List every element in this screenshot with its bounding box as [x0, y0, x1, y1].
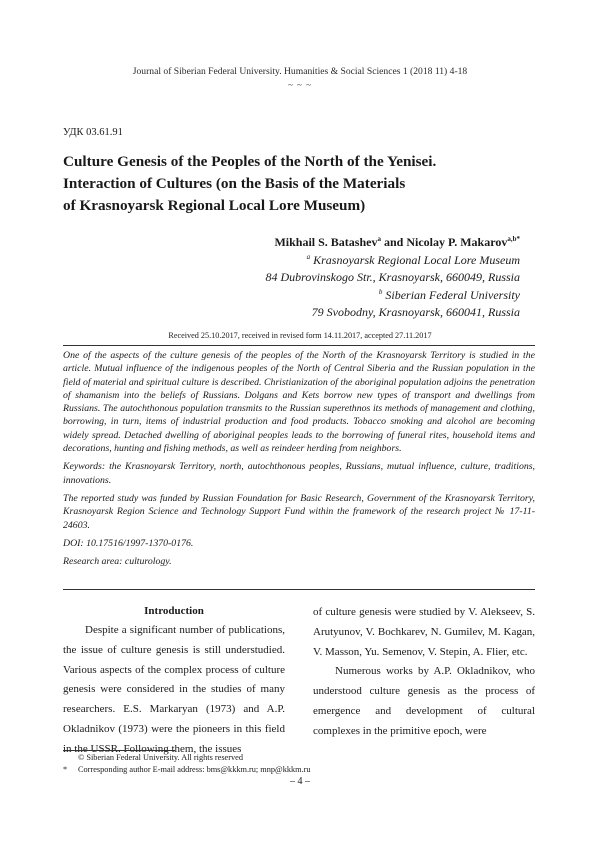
corresponding-email: Corresponding author E-mail address: bms@kkkm.ru; mnp@kkkm.ru	[78, 765, 311, 774]
header-separator: ~ ~ ~	[287, 80, 313, 90]
affiliation-text: Krasnoyarsk Regional Local Lore Museum	[310, 252, 520, 267]
title-line: Interaction of Cultures (on the Basis of the Materials	[63, 175, 406, 192]
doi: DOI: 10.17516/1997-1370-0176.	[63, 537, 194, 549]
author-block	[265, 234, 520, 322]
title-line: Culture Genesis of the Peoples of the North of the Yenisei.	[63, 153, 437, 170]
affiliation-line	[265, 304, 520, 322]
body-paragraph: Despite a significant number of publications, the issue of culture genesis is still understudied. Various aspects of the complex process of culture genesis were considered in the studies of many researchers. E.S. Markaryan (1973) and A.P. Okladnikov (1973) were the pioneers in this field in the USSR. Following them, the issues	[63, 624, 285, 755]
abstract-top-rule	[63, 345, 535, 346]
footnote-rule	[63, 750, 175, 751]
body-left-column	[63, 603, 285, 760]
article-title	[63, 151, 543, 217]
footnote-mark: *	[63, 765, 68, 774]
author-name: Nicolay P. Makarov	[406, 235, 508, 249]
affiliation-marker: a	[377, 235, 381, 243]
corresponding-author-footnote	[63, 765, 311, 774]
received-dates: Received 25.10.2017, received in revised form 14.11.2017, accepted 27.11.2017	[168, 331, 432, 340]
section-heading: Introduction	[144, 605, 204, 617]
abstract-block	[63, 349, 535, 573]
abstract-text: One of the aspects of the culture genesis of the peoples of the North of the Krasnoyarsk Territory is studied in the article. Mutual influence of the indigenous peoples of the North of Central Siberia and the Russian population in the field of material and spiritual culture is described. Christianization of the aboriginal population adjoins the penetration of shamanism into the beliefs of Russians. Dolgans and Kets borrow new types of transport and dwellings from Russians. The autochthonous population transmits to the Russian superethnos its methods of management and clothing, borrowing, in turn, items of industrial production and food products. Tobacco smoking and alcohol are becoming widely spread. Detached dwelling of aboriginal peoples leads to the borrowing of funeral rites, household items and decorations, hunting and fishing methods, as well as reindeer herding from neighbors.	[63, 350, 535, 455]
affiliation-line	[265, 252, 520, 270]
affiliation-text: 84 Dubrovinskogo Str., Krasnoyarsk, 660049, Russia	[265, 270, 520, 284]
affiliation-marker: b	[378, 287, 383, 296]
body-right-column	[313, 603, 535, 742]
affiliation-marker: a	[306, 252, 311, 261]
keywords: Keywords: the Krasnoyarsk Territory, north, autochthonous peoples, Russians, mutual influence, culture, traditions, innovations.	[63, 461, 535, 486]
body-paragraph: of culture genesis were studied by V. Alekseev, S. Arutyunov, V. Bochkarev, N. Gumilev, M. Kagan, V. Masson, Yu. Semenov, V. Stepin, A. Flier, etc.	[313, 606, 535, 658]
affiliation-marker: a,b*	[507, 235, 520, 243]
body-paragraph: Numerous works by A.P. Okladnikov, who understood culture genesis as the process of emergence and development of cultural complexes in the primitive epoch, were	[313, 665, 535, 737]
copyright-footnote: © Siberian Federal University. All rights reserved	[78, 753, 243, 762]
research-area: Research area: culturology.	[63, 556, 172, 568]
affiliation-line	[265, 287, 520, 305]
affiliation-text: 79 Svobodny, Krasnoyarsk, 660041, Russia	[311, 305, 520, 319]
affiliation-text: Siberian Federal University	[382, 287, 520, 302]
funding-note: The reported study was funded by Russian Foundation for Basic Research, Government of the Krasnoyarsk Territory, Krasnoyarsk Region Science and Technology Support Fund within the framework of the research project № 17-11-24603.	[63, 492, 535, 531]
udk-code: УДК 03.61.91	[63, 127, 123, 138]
author-names	[265, 234, 520, 252]
author-conjunction: and	[380, 235, 407, 249]
journal-header: Journal of Siberian Federal University. Humanities & Social Sciences 1 (2018 11) 4-18	[132, 66, 468, 77]
title-line: of Krasnoyarsk Regional Local Lore Museum)	[63, 197, 366, 214]
abstract-bottom-rule	[63, 589, 535, 590]
affiliation-line	[265, 269, 520, 287]
author-name: Mikhail S. Batashev	[274, 235, 378, 249]
page-number: – 4 –	[290, 776, 310, 787]
